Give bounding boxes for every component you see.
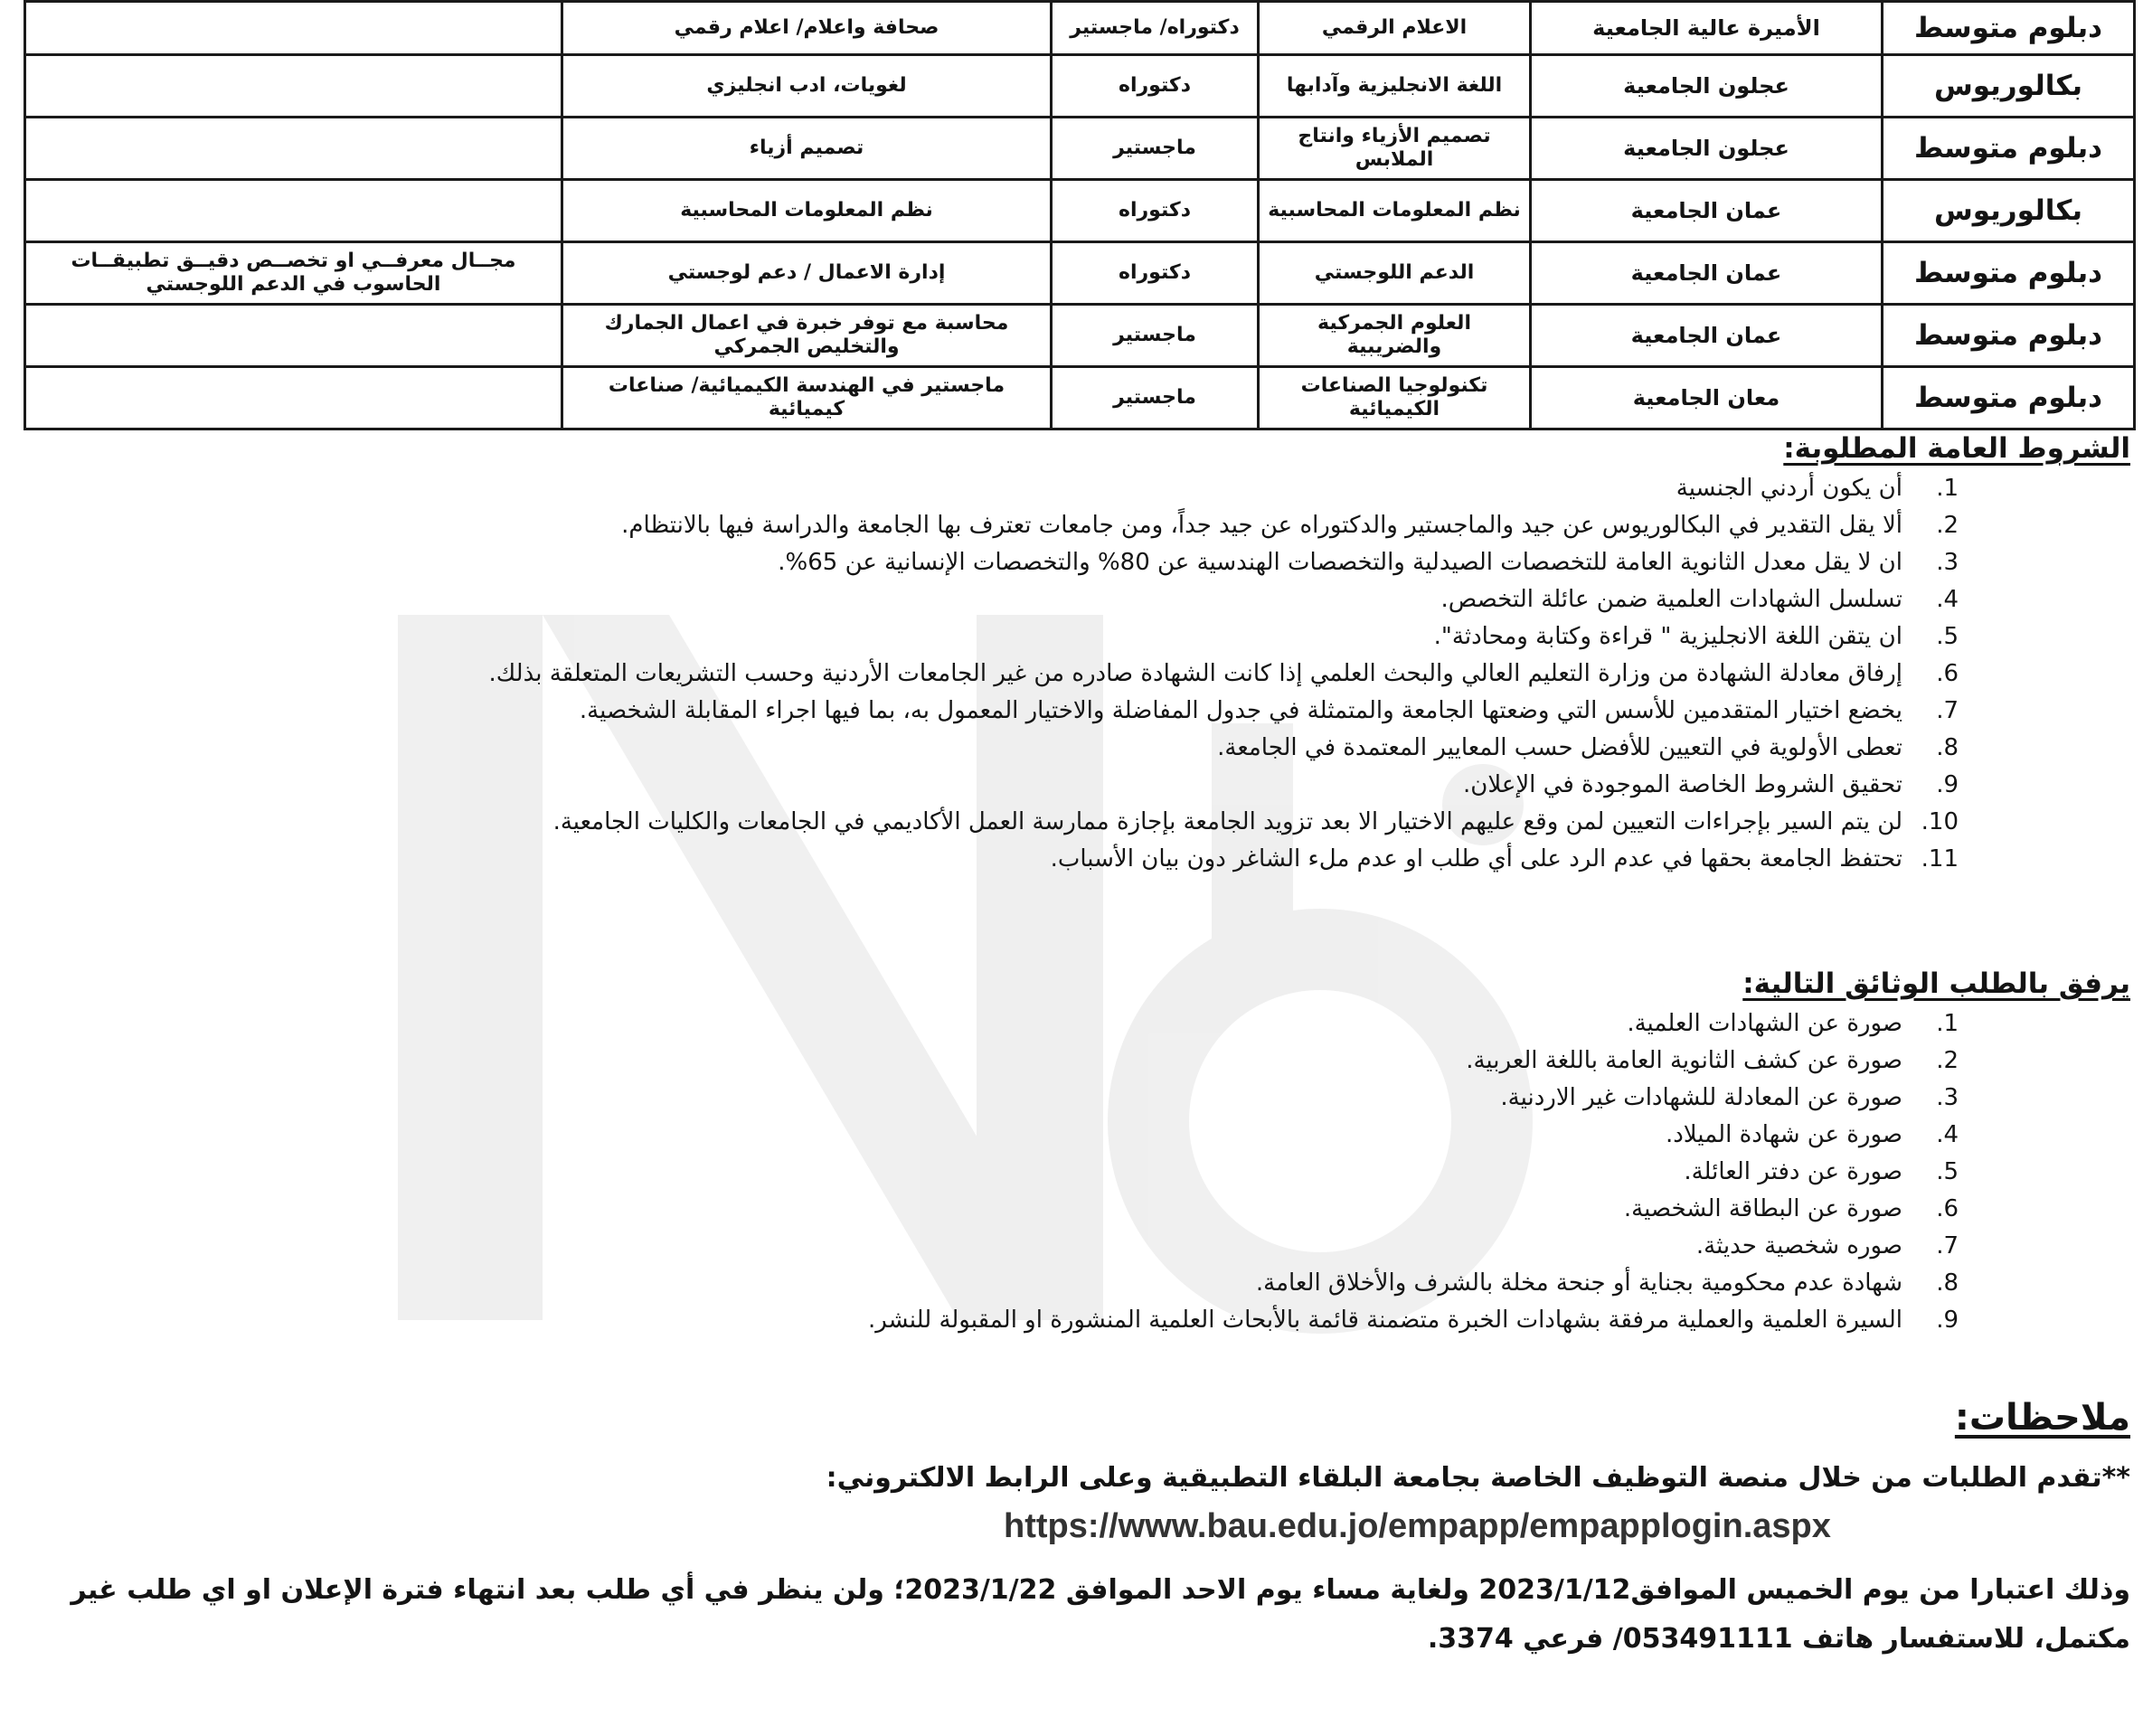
item-number: 8. — [1936, 1269, 1959, 1297]
list-item — [0, 730, 1959, 767]
university-cell: عجلون الجامعية — [1531, 55, 1883, 118]
table-row — [25, 242, 2135, 305]
table-row — [25, 367, 2135, 429]
university-cell: الأميرة عالية الجامعية — [1531, 2, 1883, 55]
item-text: صورة عن البطاقة الشخصية. — [1623, 1195, 1902, 1222]
notes-cell — [25, 55, 562, 118]
list-item — [0, 693, 1959, 730]
list-item — [0, 1117, 1959, 1154]
application-period-text: وذلك اعتبارا من يوم الخميس الموافق2023/1/12 ولغاية مساء يوم الاحد الموافق 2023/1/22؛ ولن ينظر في أي طلب بعد انتهاء فترة الإعلان او اي طلب غير مكتمل، للاستفسار هاتف 053491111/ فرعي 3374. — [71, 1574, 2130, 1655]
university-cell: عمان الجامعية — [1531, 305, 1883, 367]
qualification-cell: ماجستير — [1052, 305, 1259, 367]
field-cell: صحافة واعلام/ اعلام رقمي — [562, 2, 1052, 55]
apply-instructions: **تقدم الطلبات من خلال منصة التوظيف الخاصة بجامعة البلقاء التطبيقية وعلى الرابط الالكتروني: — [826, 1462, 2130, 1494]
jobs-table — [24, 0, 2136, 430]
list-item — [0, 1043, 1959, 1080]
specialization-cell: الدعم اللوجستي — [1259, 242, 1531, 305]
item-text: أن يكون أردني الجنسية — [1676, 475, 1902, 502]
table-row — [25, 2, 2135, 55]
notes-cell — [25, 2, 562, 55]
list-item — [0, 581, 1959, 618]
specialization-cell: تصميم الأزياء وانتاج الملابس — [1259, 118, 1531, 180]
item-number: 4. — [1936, 586, 1959, 613]
list-item — [0, 1191, 1959, 1228]
field-cell: إدارة الاعمال / دعم لوجستي — [562, 242, 1052, 305]
item-number: 10. — [1921, 808, 1959, 835]
item-text: صورة عن المعادلة للشهادات غير الاردنية. — [1500, 1084, 1902, 1111]
list-item — [0, 656, 1959, 693]
qualification-cell: دكتوراه — [1052, 55, 1259, 118]
notes-cell — [25, 118, 562, 180]
list-item — [0, 1302, 1959, 1339]
degree-cell: دبلوم متوسط — [1883, 242, 2135, 305]
notes-cell — [25, 180, 562, 242]
item-text: ان يتقن اللغة الانجليزية " قراءة وكتابة ومحادثة". — [1433, 623, 1902, 650]
degree-cell: دبلوم متوسط — [1883, 367, 2135, 429]
list-item — [0, 470, 1959, 507]
list-item — [0, 1154, 1959, 1191]
item-number: 8. — [1936, 734, 1959, 761]
item-text: شهادة عدم محكومية بجناية أو جنحة مخلة بالشرف والأخلاق العامة. — [1255, 1269, 1902, 1297]
notes-cell — [25, 305, 562, 367]
item-text: صورة عن دفتر العائلة. — [1684, 1158, 1902, 1185]
degree-cell: دبلوم متوسط — [1883, 305, 2135, 367]
required-documents-heading: يرفق بالطلب الوثائق التالية: — [1742, 967, 2130, 1000]
item-text: صورة عن شهادة الميلاد. — [1665, 1121, 1902, 1148]
list-item — [0, 767, 1959, 804]
degree-cell: بكالوريوس — [1883, 55, 2135, 118]
list-item — [0, 618, 1959, 656]
general-conditions-list — [0, 470, 2130, 878]
item-text: السيرة العلمية والعملية مرفقة بشهادات الخبرة متضمنة قائمة بالأبحاث العلمية المنشورة او المقبولة للنشر. — [868, 1307, 1902, 1334]
qualification-cell: دكتوراه — [1052, 180, 1259, 242]
university-cell: معان الجامعية — [1531, 367, 1883, 429]
item-text: صورة عن كشف الثانوية العامة باللغة العربية. — [1466, 1047, 1902, 1074]
item-number: 7. — [1936, 1232, 1959, 1260]
specialization-cell: اللغة الانجليزية وآدابها — [1259, 55, 1531, 118]
item-text: تحتفظ الجامعة بحقها في عدم الرد على أي طلب او عدم ملء الشاغر دون بيان الأسباب. — [1050, 845, 1902, 873]
degree-cell: بكالوريوس — [1883, 180, 2135, 242]
list-item — [0, 507, 1959, 544]
list-item — [0, 544, 1959, 581]
notes-cell: مجــال معرفــي او تخصــص دقيــق تطبيقــات الحاسوب في الدعم اللوجستي — [25, 242, 562, 305]
item-number: 5. — [1936, 623, 1959, 650]
field-cell: نظم المعلومات المحاسبية — [562, 180, 1052, 242]
specialization-cell: العلوم الجمركية والضريبية — [1259, 305, 1531, 367]
degree-cell: دبلوم متوسط — [1883, 2, 2135, 55]
qualification-cell: دكتوراه — [1052, 242, 1259, 305]
required-documents-list — [0, 1005, 2130, 1339]
qualification-cell: دكتوراه/ ماجستير — [1052, 2, 1259, 55]
list-item — [0, 804, 1959, 841]
university-cell: عجلون الجامعية — [1531, 118, 1883, 180]
field-cell: تصميم أزياء — [562, 118, 1052, 180]
list-item — [0, 1080, 1959, 1117]
item-number: 2. — [1936, 1047, 1959, 1074]
item-text: تسلسل الشهادات العلمية ضمن عائلة التخصص. — [1440, 586, 1902, 613]
item-number: 1. — [1936, 475, 1959, 502]
item-number: 2. — [1936, 512, 1959, 539]
list-item — [0, 841, 1959, 878]
item-text: لن يتم السير بإجراءات التعيين لمن وقع عليهم الاختيار الا بعد تزويد الجامعة بإجازة ممارسة العمل الأكاديمي في الجامعات والكليات الجامعية. — [552, 808, 1902, 835]
general-conditions-heading: الشروط العامة المطلوبة: — [1783, 432, 2130, 465]
specialization-cell: تكنولوجيا الصناعات الكيميائية — [1259, 367, 1531, 429]
item-number: 4. — [1936, 1121, 1959, 1148]
item-text: تحقيق الشروط الخاصة الموجودة في الإعلان. — [1462, 771, 1902, 798]
item-number: 6. — [1936, 660, 1959, 687]
item-text: صورة عن الشهادات العلمية. — [1627, 1010, 1902, 1037]
item-text: صوره شخصية حديثة. — [1695, 1232, 1902, 1260]
item-text: يخضع اختيار المتقدمين للأسس التي وضعتها الجامعة والمتمثلة في جدول المفاضلة والاختيار المعمول به، بما فيها اجراء المقابلة الشخصية. — [579, 697, 1902, 724]
general-conditions-section — [0, 432, 2130, 878]
item-text: تعطى الأولوية في التعيين للأفضل حسب المعايير المعتمدة في الجامعة. — [1217, 734, 1902, 761]
field-cell: ماجستير في الهندسة الكيميائية/ صناعات كيميائية — [562, 367, 1052, 429]
list-item — [0, 1005, 1959, 1043]
notes-section — [18, 1397, 2130, 1664]
item-number: 3. — [1936, 549, 1959, 576]
specialization-cell: الاعلام الرقمي — [1259, 2, 1531, 55]
item-number: 9. — [1936, 1307, 1959, 1334]
item-number: 11. — [1921, 845, 1959, 873]
item-number: 9. — [1936, 771, 1959, 798]
table-row — [25, 180, 2135, 242]
notes-heading: ملاحظات: — [1954, 1397, 2130, 1439]
item-number: 6. — [1936, 1195, 1959, 1222]
table-row — [25, 55, 2135, 118]
application-link[interactable]: https://www.bau.edu.jo/empapp/empapplogin.aspx — [1004, 1507, 1831, 1545]
table-row — [25, 118, 2135, 180]
item-number: 1. — [1936, 1010, 1959, 1037]
university-cell: عمان الجامعية — [1531, 242, 1883, 305]
field-cell: لغويات، ادب انجليزي — [562, 55, 1052, 118]
item-number: 5. — [1936, 1158, 1959, 1185]
specialization-cell: نظم المعلومات المحاسبية — [1259, 180, 1531, 242]
field-cell: محاسبة مع توفر خبرة في اعمال الجمارك والتخليص الجمركي — [562, 305, 1052, 367]
item-text: إرفاق معادلة الشهادة من وزارة التعليم العالي والبحث العلمي إذا كانت الشهادة صادره من غير الجامعات الأردنية وحسب التشريعات المتعلقة بذلك. — [488, 660, 1902, 687]
item-text: ان لا يقل معدل الثانوية العامة للتخصصات الصيدلية والتخصصات الهندسية عن 80% والتخصصات الإنسانية عن 65%. — [778, 549, 1902, 576]
list-item — [0, 1265, 1959, 1302]
qualification-cell: ماجستير — [1052, 118, 1259, 180]
notes-cell — [25, 367, 562, 429]
university-cell: عمان الجامعية — [1531, 180, 1883, 242]
item-number: 7. — [1936, 697, 1959, 724]
qualification-cell: ماجستير — [1052, 367, 1259, 429]
table-row — [25, 305, 2135, 367]
list-item — [0, 1228, 1959, 1265]
item-number: 3. — [1936, 1084, 1959, 1111]
degree-cell: دبلوم متوسط — [1883, 118, 2135, 180]
required-documents-section — [0, 967, 2130, 1339]
item-text: ألا يقل التقدير في البكالوريوس عن جيد والماجستير والدكتوراه عن جيد جداً، ومن جامعات تعترف بها الجامعة والدراسة فيها بالانتظام. — [621, 512, 1902, 539]
